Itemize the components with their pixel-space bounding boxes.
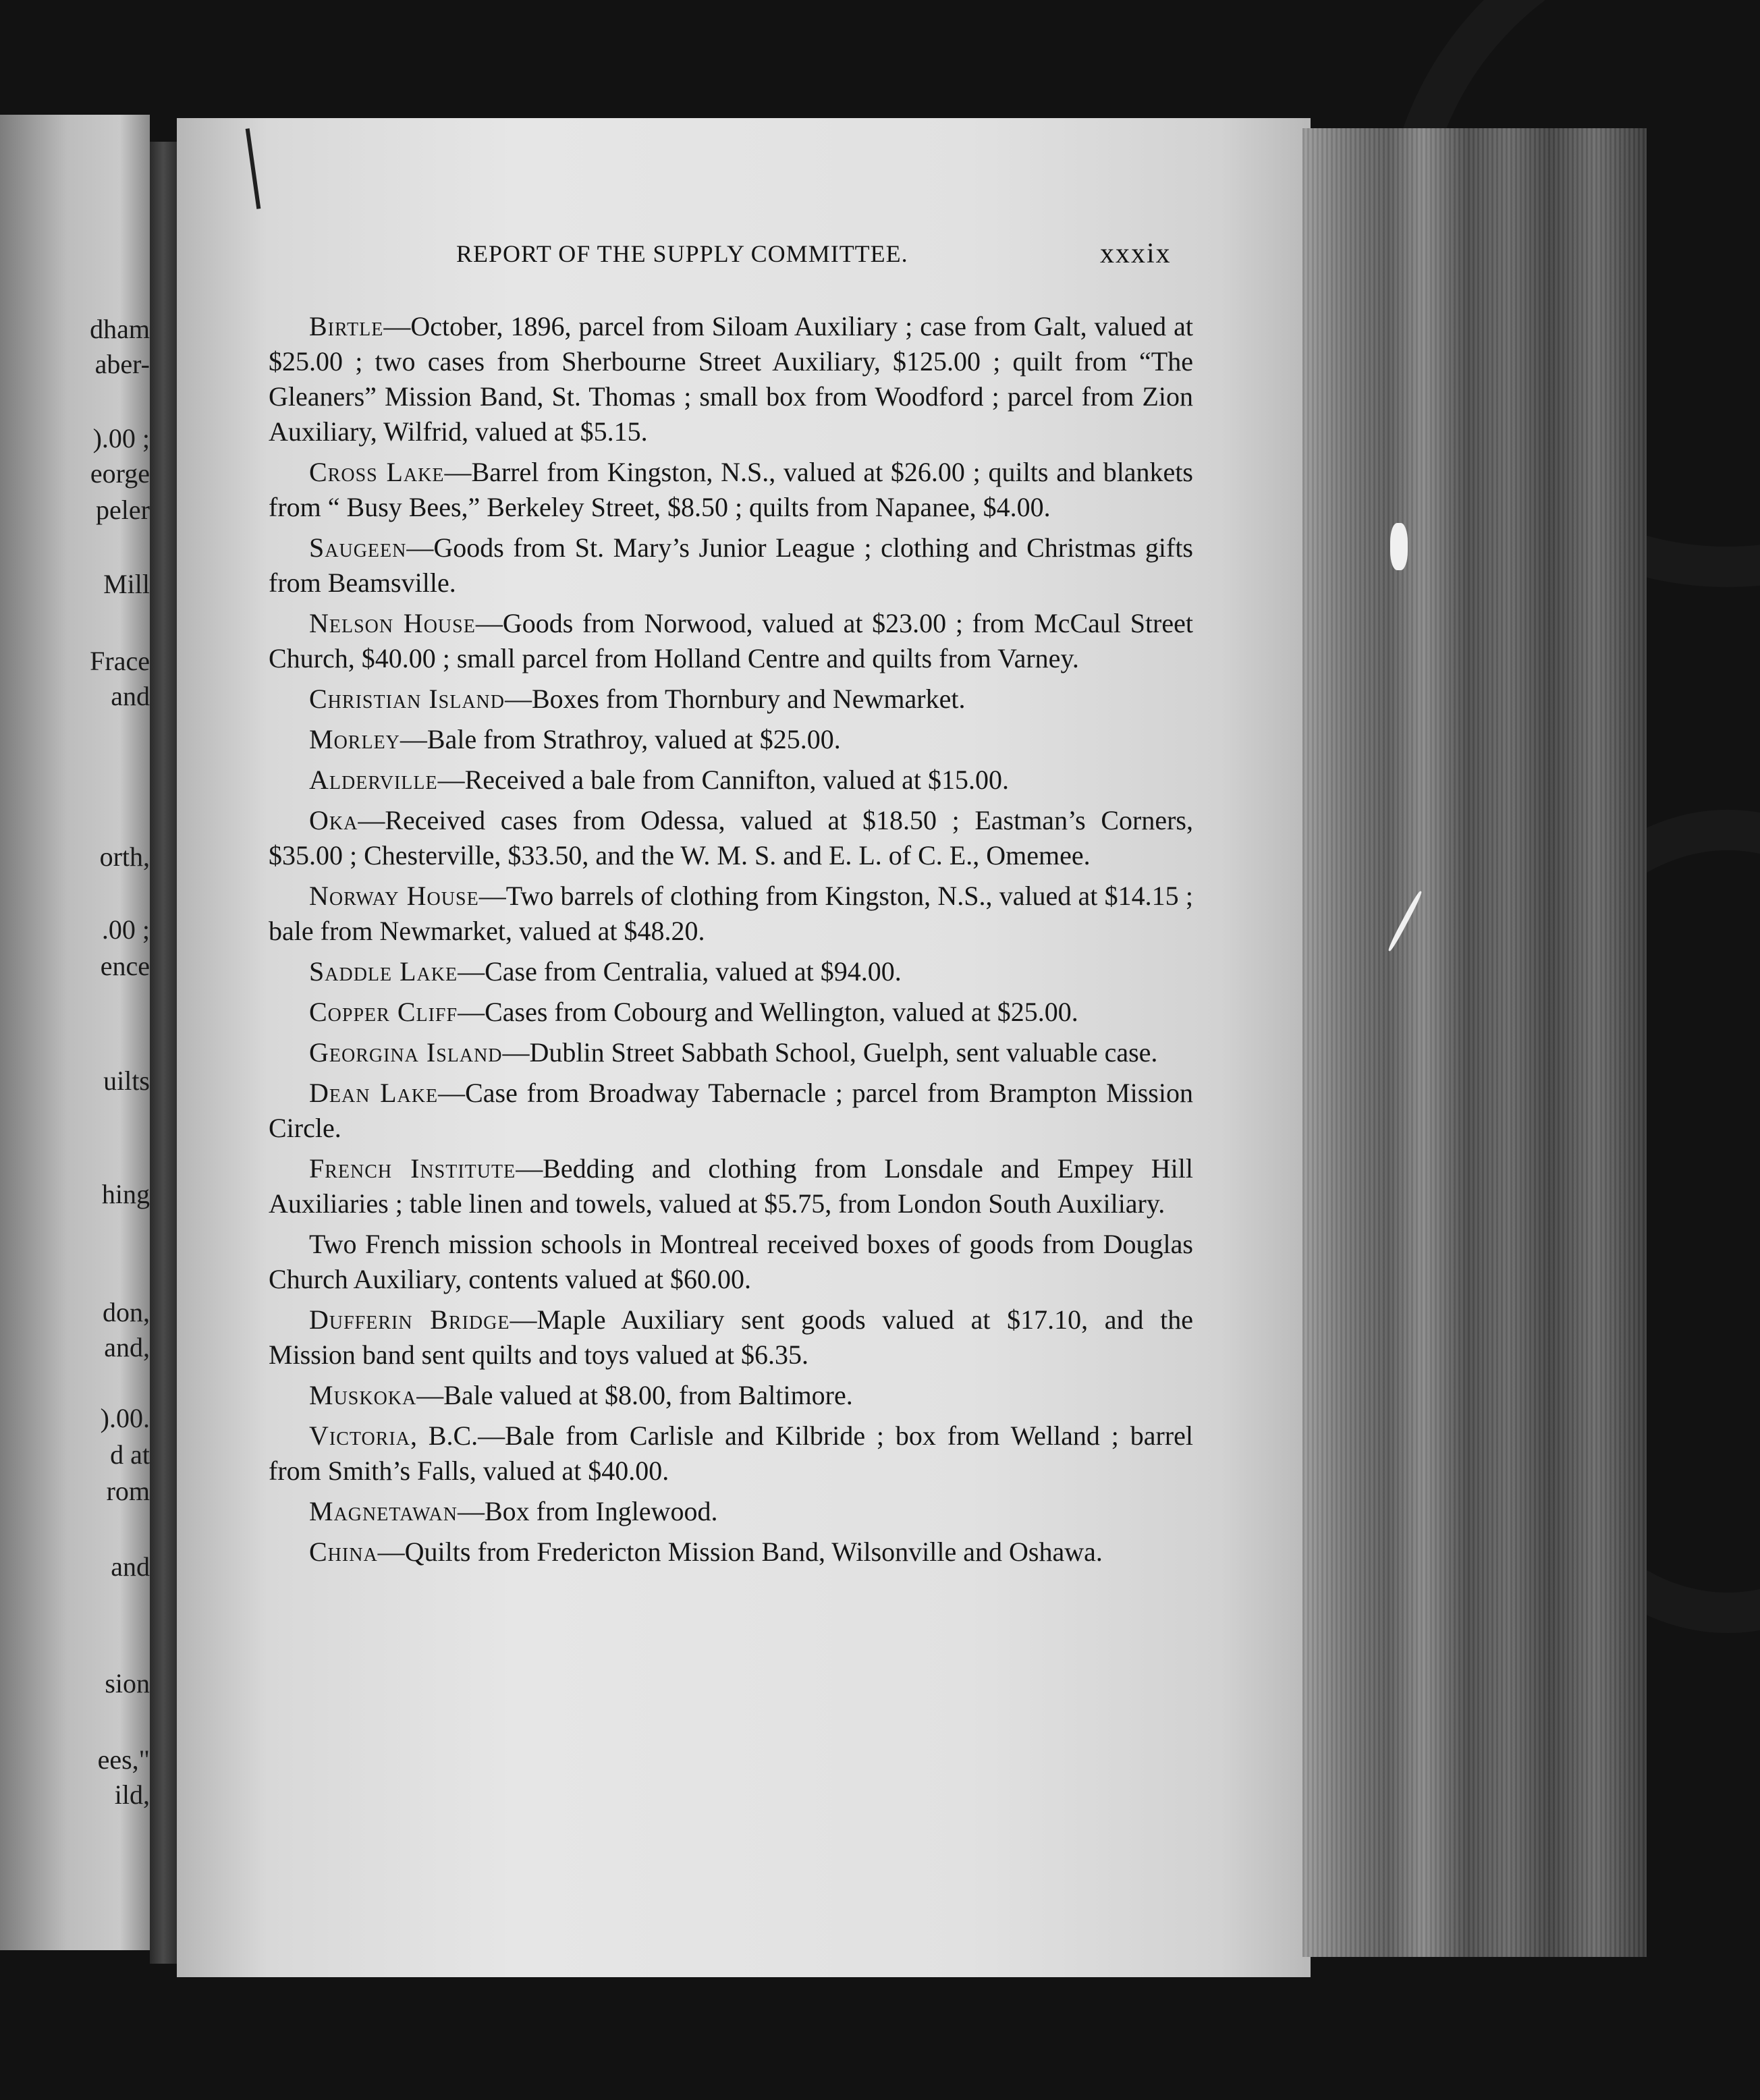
entry-location: Victoria [309, 1420, 410, 1451]
entry-text: —Case from Broadway Tabernacle ; parcel from Brampton Mission Circle. [269, 1078, 1193, 1143]
entry-text: —Goods from Norwood, valued at $23.00 ; from McCaul Street Church, $40.00 ; small parcel from Holland Centre and quilts from Varney. [269, 608, 1193, 673]
entry-location: Saugeen [309, 532, 407, 563]
entry-location: Dufferin Bridge [309, 1304, 510, 1335]
report-entry [269, 954, 1193, 989]
entry-location: Nelson House [309, 608, 476, 638]
entry-location: Magnetawan [309, 1496, 458, 1526]
left-page-fragment: rom [106, 1476, 150, 1506]
previous-page [0, 115, 150, 1950]
left-page-fragment: Mill [103, 569, 150, 599]
report-entry [269, 803, 1193, 873]
entry-location: Oka [309, 805, 358, 835]
entry-text: —Goods from St. Mary’s Junior League ; clothing and Christmas gifts from Beamsville. [269, 532, 1193, 598]
entry-text: —Case from Centralia, valued at $94.00. [458, 956, 902, 987]
report-body [269, 309, 1193, 1575]
left-page-fragment: and [111, 681, 150, 711]
left-page-fragment: don, [103, 1297, 150, 1327]
report-entry [269, 763, 1193, 798]
report-entry [269, 455, 1193, 525]
entry-location: Norway House [309, 881, 479, 911]
report-entry [269, 309, 1193, 449]
entry-text: —Dublin Street Sabbath School, Guelph, sent valuable case. [502, 1037, 1158, 1068]
entry-location: Birtle [309, 311, 384, 341]
left-page-fragment: uilts [103, 1066, 150, 1096]
entry-location: Georgina Island [309, 1037, 503, 1068]
left-page-fragment: d at [110, 1439, 150, 1470]
entry-text: —Two barrels of clothing from Kingston, N.S., valued at $14.15 ; bale from Newmarket, valued at $48.20. [269, 881, 1194, 946]
entry-text: —Received a bale from Cannifton, valued at $15.00. [437, 765, 1010, 795]
entry-text: Two French mission schools in Montreal received boxes of goods from Douglas Church Auxiliary, contents valued at $60.00. [269, 1229, 1193, 1294]
entry-location: Dean Lake [309, 1078, 439, 1108]
entry-location: Copper Cliff [309, 997, 458, 1027]
entry-text: —Maple Auxiliary sent goods valued at $17.10, and the Mission band sent quilts and toys valued at $6.35. [269, 1304, 1193, 1370]
report-entry [269, 1227, 1193, 1297]
left-page-fragment: orth, [99, 841, 150, 872]
running-header: REPORT OF THE SUPPLY COMMITTEE. [456, 240, 908, 267]
entry-location: Muskoka [309, 1380, 417, 1410]
report-entry [269, 1076, 1193, 1146]
entry-location: French Institute [309, 1153, 516, 1184]
entry-text: —Box from Inglewood. [457, 1496, 718, 1526]
left-page-fragment: hing [101, 1179, 150, 1209]
entry-text: —Boxes from Thornbury and Newmarket. [505, 684, 966, 714]
book-gutter [150, 142, 177, 1964]
entry-location: China [309, 1537, 378, 1567]
report-entry [269, 722, 1193, 757]
report-entry [269, 879, 1193, 949]
entry-text: —Cases from Cobourg and Wellington, valued at $25.00. [458, 997, 1078, 1027]
report-entry [269, 1494, 1193, 1529]
left-page-fragment: ).00 ; [92, 423, 150, 453]
left-page-fragment: and [111, 1551, 150, 1582]
entry-location: Cross Lake [309, 457, 445, 487]
left-page-fragment: peler [96, 495, 150, 525]
left-page-fragment: dham [90, 314, 150, 344]
page-edges [1302, 128, 1647, 1957]
left-page-fragment: ild, [114, 1779, 150, 1810]
report-entry [269, 1035, 1193, 1070]
report-entry [269, 1378, 1193, 1413]
left-page-fragment: sion [105, 1668, 150, 1698]
entry-location: Christian Island [309, 684, 505, 714]
left-page-fragment: Frace [90, 646, 150, 676]
entry-text: , B.C.—Bale from Carlisle and Kilbride ; box from Welland ; barrel from Smith’s Falls, valued at $40.00. [269, 1420, 1193, 1486]
report-entry [269, 530, 1193, 601]
report-entry [269, 1302, 1193, 1373]
entry-text: —Bale valued at $8.00, from Baltimore. [416, 1380, 853, 1410]
entry-location: Alderville [309, 765, 438, 795]
page-number: xxxix [1100, 238, 1172, 269]
entry-location: Saddle Lake [309, 956, 458, 987]
left-page-fragment: eorge [90, 458, 150, 489]
entry-text: —October, 1896, parcel from Siloam Auxiliary ; case from Galt, valued at $25.00 ; two cases from Sherbourne Street Auxiliary, $125.00 ; quilt from “The Gleaners” Mission Band, St. Thomas ; small box from Woodford ; parcel from Zion Auxiliary, Wilfrid, valued at $5.15. [269, 311, 1193, 447]
left-page-fragment: ).00. [100, 1403, 150, 1433]
edge-highlight [1390, 523, 1408, 570]
report-entry [269, 1151, 1193, 1221]
entry-text: —Received cases from Odessa, valued at $18.50 ; Eastman’s Corners, $35.00 ; Chesterville, $33.50, and the W. M. S. and E. L. of C. E., Omemee. [269, 805, 1193, 871]
report-entry [269, 995, 1193, 1030]
left-page-fragment: .00 ; [101, 914, 150, 945]
left-page-fragment: ees," [97, 1744, 150, 1775]
entry-location: Morley [309, 724, 400, 754]
report-entry [269, 1535, 1193, 1570]
entry-text: —Bedding and clothing from Lonsdale and Empey Hill Auxiliaries ; table linen and towels, valued at $5.75, from London South Auxiliary. [269, 1153, 1193, 1219]
report-entry [269, 606, 1193, 676]
left-page-fragment: ence [100, 951, 150, 981]
left-page-fragment: aber- [94, 349, 150, 379]
report-entry [269, 1418, 1193, 1489]
entry-text: —Barrel from Kingston, N.S., valued at $26.00 ; quilts and blankets from “ Busy Bees,” Berkeley Street, $8.50 ; quilts from Napanee, $4.00. [269, 457, 1193, 522]
entry-text: —Quilts from Fredericton Mission Band, Wilsonville and Oshawa. [377, 1537, 1103, 1567]
report-entry [269, 682, 1193, 717]
left-page-fragment: and, [104, 1332, 150, 1362]
edge-highlight [1387, 890, 1423, 952]
entry-text: —Bale from Strathroy, valued at $25.00. [400, 724, 841, 754]
